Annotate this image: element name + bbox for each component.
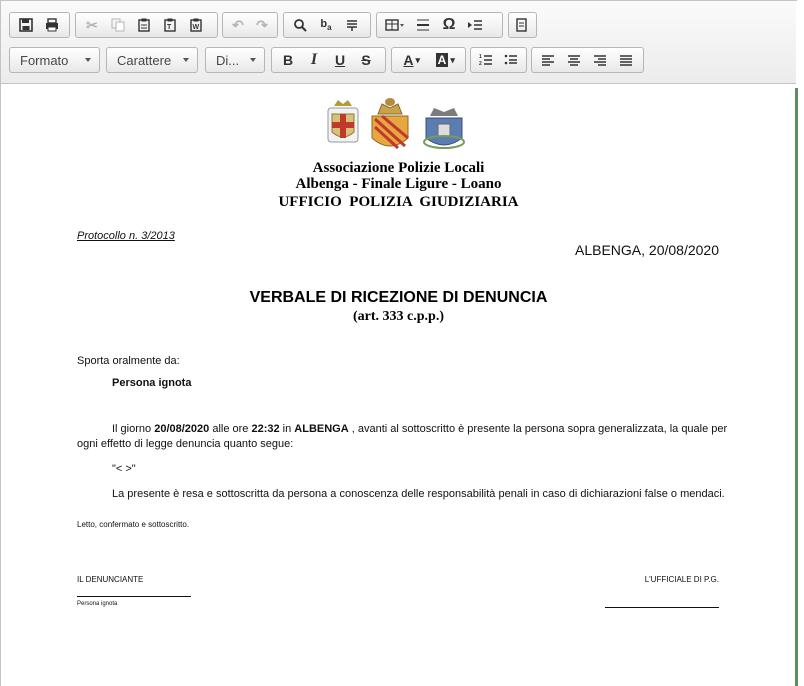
sign-left-name: Persona ignota <box>77 601 118 607</box>
format-dropdown-label: Formato <box>20 52 69 68</box>
body-text: , avanti al sottoscritto è presente la persona sopra generalizzata, la quale per <box>348 423 728 435</box>
font-dropdown-label: Carattere <box>117 52 172 68</box>
bold-button[interactable]: B <box>282 52 294 68</box>
copy-icon[interactable] <box>105 14 131 36</box>
align-right-icon[interactable] <box>587 49 613 71</box>
align-justify-icon[interactable] <box>613 49 639 71</box>
editor-toolbar <box>1 1 796 84</box>
align-group <box>531 47 644 73</box>
sign-left-label: IL DENUNCIANTE <box>77 575 144 584</box>
paste-text-icon[interactable] <box>157 14 183 36</box>
loano-crest-icon <box>424 108 464 148</box>
body-paragraph-line2: ogni effetto di legge denuncia quanto segue: <box>77 438 294 450</box>
sporta-label: Sporta oralmente da: <box>77 355 180 367</box>
declaration-text: La presente è resa e sottoscritta da persona a conoscenza delle responsabilità penali in caso di dichiarazioni false o mendaci. <box>112 488 725 500</box>
replace-icon[interactable]: $b_a$ <box>320 17 332 33</box>
align-center-icon[interactable] <box>561 49 587 71</box>
special-char-icon[interactable]: Ω <box>442 16 456 33</box>
body-paragraph-line1 <box>112 423 728 435</box>
svg-text:2: 2 <box>479 61 483 67</box>
document-area[interactable] <box>2 84 795 686</box>
body-time: 22:32 <box>251 423 280 435</box>
document-group <box>9 12 70 38</box>
letterhead-line2: Albenga - Finale Ligure - Loano <box>295 176 502 192</box>
italic-button[interactable]: I <box>310 51 318 68</box>
finale-ligure-crest-icon <box>372 98 408 148</box>
protocol-number: Protocollo n. 3/2013 <box>77 230 175 242</box>
body-text: Il giorno <box>112 423 155 435</box>
body-date: 20/08/2020 <box>154 423 210 435</box>
print-icon[interactable] <box>39 14 65 36</box>
text-color-icon: A <box>403 52 414 68</box>
body-city: ALBENGA <box>294 423 349 435</box>
horizontal-line-icon[interactable] <box>410 14 436 36</box>
size-dropdown[interactable] <box>205 47 265 73</box>
paste-word-icon[interactable] <box>183 14 209 36</box>
svg-text:T: T <box>167 24 172 31</box>
align-left-icon[interactable] <box>535 49 561 71</box>
chevron-down-icon: ▾ <box>415 54 421 65</box>
history-group <box>222 12 278 38</box>
size-dropdown-label: Di... <box>216 52 240 68</box>
save-icon[interactable] <box>13 14 39 36</box>
sign-left-line <box>77 596 191 597</box>
body-text: alle ore <box>209 423 252 435</box>
paste-icon[interactable] <box>131 14 157 36</box>
list-group <box>470 47 527 73</box>
chevron-down-icon <box>250 58 256 62</box>
strike-button[interactable]: S <box>361 52 371 68</box>
table-icon[interactable] <box>380 14 410 36</box>
page-break-icon[interactable] <box>462 14 488 36</box>
font-dropdown[interactable] <box>106 47 198 73</box>
clipboard-group <box>75 12 218 38</box>
svg-text:1: 1 <box>479 54 483 60</box>
format-dropdown[interactable] <box>9 47 100 73</box>
confirmed-text: Letto, confermato e sottoscritto. <box>77 520 190 529</box>
window-edge <box>795 88 798 686</box>
letterhead-line1: Associazione Polizie Locali <box>312 160 485 176</box>
body-text: in <box>279 423 295 435</box>
document-title: VERBALE DI RICEZIONE DI DENUNCIA <box>249 289 548 306</box>
letterhead-line3: UFFICIO POLIZIA GIUDIZIARIA <box>278 194 519 210</box>
underline-button[interactable]: U <box>334 52 346 68</box>
chevron-down-icon <box>183 58 189 62</box>
svg-text:W: W <box>192 24 200 31</box>
insert-group <box>376 12 503 38</box>
complaint-content: "< >" <box>112 463 136 475</box>
find-icon[interactable] <box>287 14 313 36</box>
sign-right-line <box>605 607 719 608</box>
undo-icon[interactable]: ↶ <box>232 16 244 33</box>
source-group <box>508 12 537 38</box>
place-date: ALBENGA, 20/08/2020 <box>575 242 719 258</box>
source-icon[interactable] <box>512 14 532 36</box>
preview-icon[interactable] <box>339 14 365 36</box>
numbered-list-icon[interactable] <box>474 49 499 71</box>
bg-color-button[interactable] <box>429 49 463 71</box>
bg-color-icon: A <box>437 53 447 67</box>
document-subtitle: (art. 333 c.p.p.) <box>353 309 444 324</box>
redo-icon[interactable]: ↷ <box>256 16 268 33</box>
text-color-button[interactable] <box>395 49 429 71</box>
albenga-crest-icon <box>328 100 358 142</box>
sign-right-label: L'UFFICIALE DI P.G. <box>644 575 719 584</box>
basic-style-group <box>271 47 386 73</box>
chevron-down-icon <box>85 58 91 62</box>
color-group <box>391 47 466 73</box>
cut-icon[interactable]: ✂ <box>86 16 98 33</box>
denunciant-name: Persona ignota <box>112 377 192 389</box>
search-group <box>283 12 371 38</box>
bullet-list-icon[interactable] <box>499 49 524 71</box>
coats-of-arms-logo <box>320 94 480 156</box>
chevron-down-icon: ▾ <box>450 54 455 65</box>
